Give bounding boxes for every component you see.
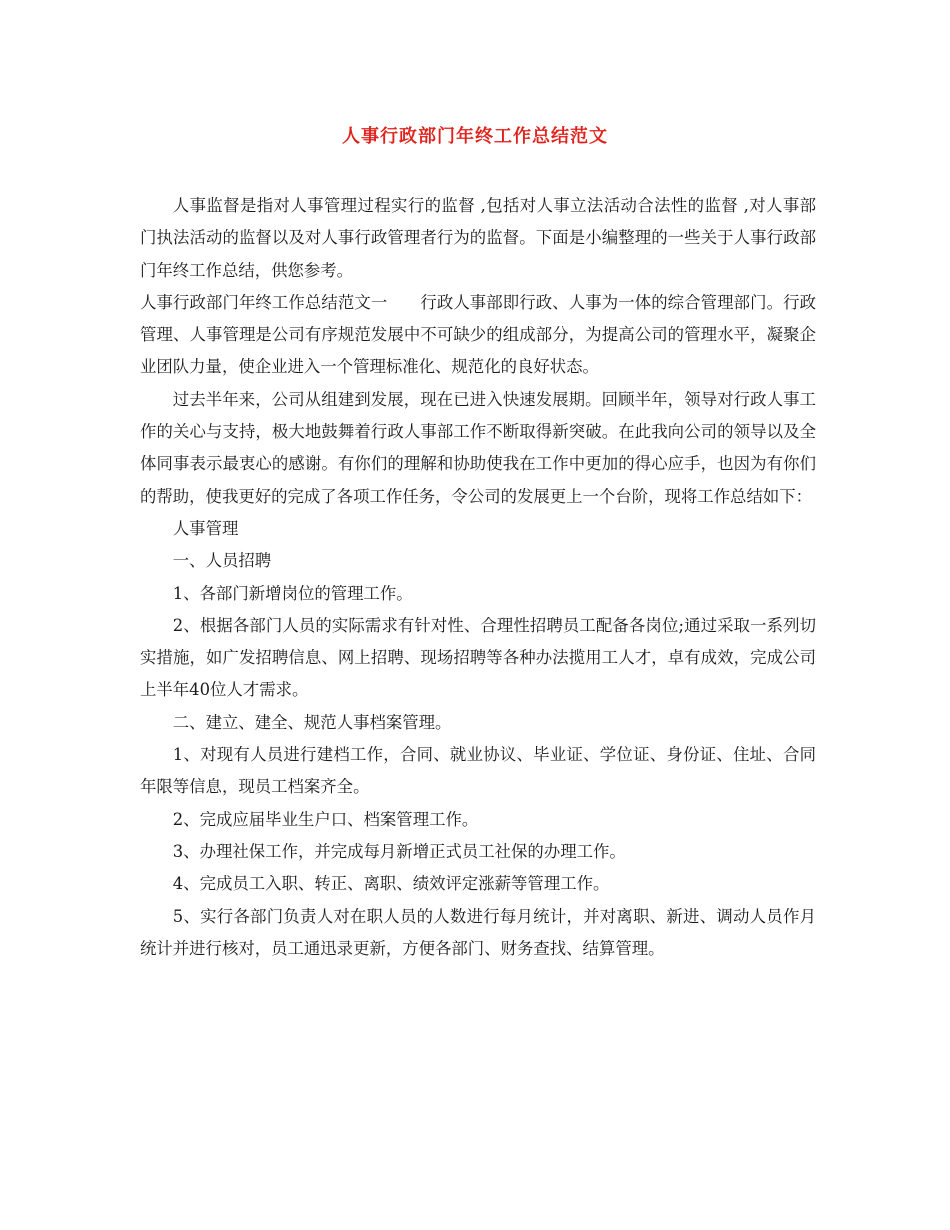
- list-item: 2、根据各部门人员的实际需求有针对性、合理性招聘员工配备各岗位;通过采取一系列切实措施，如广发招聘信息、网上招聘、现场招聘等各种办法揽用工人才，卓有成效，完成公司上半年40位人才需求。: [140, 615, 816, 700]
- document-body: [140, 190, 816, 965]
- heading-recruitment: 一、人员招聘: [172, 551, 272, 571]
- heading-archives: 二、建立、建全、规范人事档案管理。: [172, 712, 452, 732]
- paragraph-intro: 人事监督是指对人事管理过程实行的监督 ,包括对人事立法活动合法性的监督 ,对人事部门执法活动的监督以及对人事行政管理者行为的监督。下面是小编整理的一些关于人事行政部门年终工作总结，供您参考。: [140, 196, 816, 280]
- list-item: 1、各部门新增岗位的管理工作。: [172, 583, 413, 603]
- paragraph-review: 过去半年来，公司从组建到发展，现在已进入快速发展期。回顾半年，领导对行政人事工作的关心与支持，极大地鼓舞着行政人事部工作不断取得新突破。在此我向公司的领导以及全体同事表示最衷心的感谢。有你们的理解和协助使我在工作中更加的得心应手，也因为有你们的帮助，使我更好的完成了各项工作任务，令公司的发展更上一个台阶，现将工作总结如下：: [140, 389, 816, 506]
- list-item: 2、完成应届毕业生户口、档案管理工作。: [172, 809, 479, 829]
- list-item: 5、实行各部门负责人对在职人员的人数进行每月统计，并对离职、新进、调动人员作月统计并进行核对，员工通迅录更新，方便各部门、财务查找、结算管理。: [140, 906, 816, 958]
- paragraph-section-heading: 人事行政部门年终工作总结范文一 行政人事部即行政、人事为一体的综合管理部门。行政管理、人事管理是公司有序规范发展中不可缺少的组成部分，为提高公司的管理水平，凝聚企业团队力量，使企业进入一个管理标准化、规范化的良好状态。: [140, 292, 816, 377]
- list-item: 3、办理社保工作，并完成每月新增正式员工社保的办理工作。: [172, 841, 626, 861]
- list-item: 4、完成员工入职、转正、离职、绩效评定涨薪等管理工作。: [172, 874, 610, 894]
- heading-hr-management: 人事管理: [172, 518, 239, 538]
- document-title: 人事行政部门年终工作总结范文: [342, 126, 608, 147]
- list-item: 1、对现有人员进行建档工作，合同、就业协议、毕业证、学位证、身份证、住址、合同年限等信息，现员工档案齐全。: [140, 745, 816, 797]
